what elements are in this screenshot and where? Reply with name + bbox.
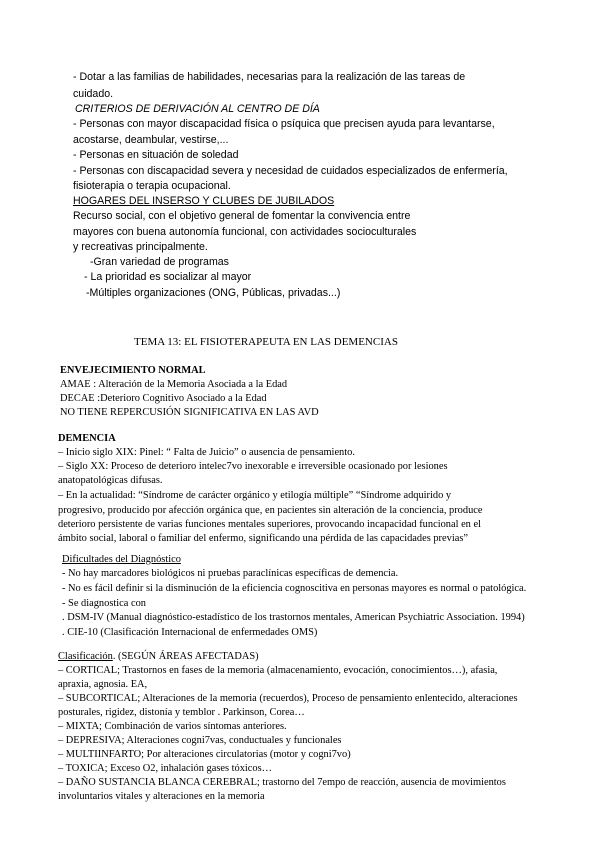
section-heading-criterios: CRITERIOS DE DERIVACIÓN AL CENTRO DE DÍA (75, 103, 320, 115)
text-line: deterioro persistente de varias funciones mentales superiores, provocando incapacidad funcional en el (58, 519, 481, 530)
page-title: TEMA 13: EL FISIOTERAPEUTA EN LAS DEMENCIAS (134, 336, 398, 348)
heading-clasificacion (58, 650, 259, 665)
text-line: – Inicio siglo XIX: Pinel: “ Falta de Juicio” o ausencia de pensamiento. (58, 447, 355, 458)
text-line: fisioterapia o terapia ocupacional. (73, 180, 231, 192)
text-line: – DEPRESIVA; Alteraciones cogni7vas, conductuales y funcionales (58, 735, 342, 746)
text-line: - Dotar a las familias de habilidades, necesarias para la realización de las tareas de (73, 71, 466, 83)
text-line: NO TIENE REPERCUSIÓN SIGNIFICATIVA EN LAS AVD (60, 407, 319, 418)
text-line: anatopatológicas difusas. (58, 475, 163, 486)
text-line: . CIE-10 (Clasificación Internacional de enfermedades OMS) (62, 627, 318, 638)
text-line: - No hay marcadores biológicos ni pruebas paraclínicas específicas de demencia. (62, 568, 399, 579)
text-line: – MIXTA; Combinación de varios síntomas anteriores. (58, 721, 287, 732)
text-line: . DSM-IV (Manual diagnóstico-estadístico de los trastornos mentales, American Psychiatric Association. 1994) (62, 612, 525, 623)
text-line: involuntarios vitales y alteraciones en la memoria (58, 791, 265, 802)
text-line: - Personas con discapacidad severa y necesidad de cuidados especializados de enfermería, (73, 165, 508, 177)
text-line: – CORTICAL; Trastornos en fases de la memoria (almacenamiento, evocación, conocimientos…), afasia, (58, 665, 498, 676)
text-line: apraxia, agnosia. EA, (58, 679, 148, 690)
text-line: - Se diagnostica con (62, 598, 146, 609)
text-line: - Personas con mayor discapacidad física o psíquica que precisen ayuda para levantarse, (73, 118, 495, 130)
list-item: - La prioridad es socializar al mayor (84, 271, 252, 283)
text-line: progresivo, producido por afección orgánica que, en pacientes sin alteración de la conciencia, produce (58, 505, 483, 516)
text-line: – DAÑO SUSTANCIA BLANCA CEREBRAL; trastorno del 7empo de reacción, ausencia de movimientos (58, 777, 506, 788)
list-item: -Gran variedad de programas (90, 256, 229, 268)
heading-diagnostico: Dificultades del Diagnóstico (62, 554, 181, 565)
text-line: acostarse, deambular, vestirse,... (73, 134, 229, 146)
heading-demencia: DEMENCIA (58, 433, 116, 444)
text-line: DECAE :Deterioro Cognitivo Asociado a la Edad (60, 393, 267, 404)
heading-envejecimiento: ENVEJECIMIENTO NORMAL (60, 365, 206, 376)
text-line: – MULTIINFARTO; Por alteraciones circulatorias (motor y cogni7vo) (58, 749, 351, 760)
text-line: – En la actualidad: “Síndrome de carácter orgánico y etilogía múltiple” “Síndrome adquirido y (58, 490, 452, 501)
text-line: – TOXICA; Exceso O2, inhalación gases tóxicos… (58, 763, 273, 774)
text-line: Recurso social, con el objetivo general de fomentar la convivencia entre (73, 210, 411, 222)
text-line: - Personas en situación de soledad (73, 149, 239, 161)
clasificacion-heading-rest: . (SEGÚN ÁREAS AFECTADAS) (112, 651, 259, 662)
text-line: AMAE : Alteración de la Memoria Asociada a la Edad (60, 379, 288, 390)
text-line: - No es fácil definir si la disminución de la eficiencia cognoscitiva en personas mayores es normal o patológica. (62, 583, 527, 594)
text-line: mayores con buena autonomía funcional, con actividades socioculturales (73, 226, 417, 238)
list-item: -Múltiples organizaciones (ONG, Públicas, privadas...) (86, 287, 341, 299)
text-line: posturales, rigidez, distonía y temblor . Parkinson, Corea… (58, 707, 305, 718)
text-line: ámbito social, laboral o familiar del enfermo, significando una pérdida de las capacidades previas” (58, 533, 468, 544)
clasificacion-link: Clasificación (58, 651, 113, 662)
text-line: cuidado. (73, 88, 114, 100)
section-heading-hogares: HOGARES DEL INSERSO Y CLUBES DE JUBILADOS (73, 195, 335, 207)
text-line: – SUBCORTICAL; Alteraciones de la memoria (recuerdos), Proceso de pensamiento enlentecido, alteraciones (58, 693, 518, 704)
text-line: y recreativas principalmente. (73, 241, 208, 253)
text-line: – Siglo XX: Proceso de deterioro intelec7vo inexorable e irreversible ocasionado por lesiones (58, 461, 448, 472)
